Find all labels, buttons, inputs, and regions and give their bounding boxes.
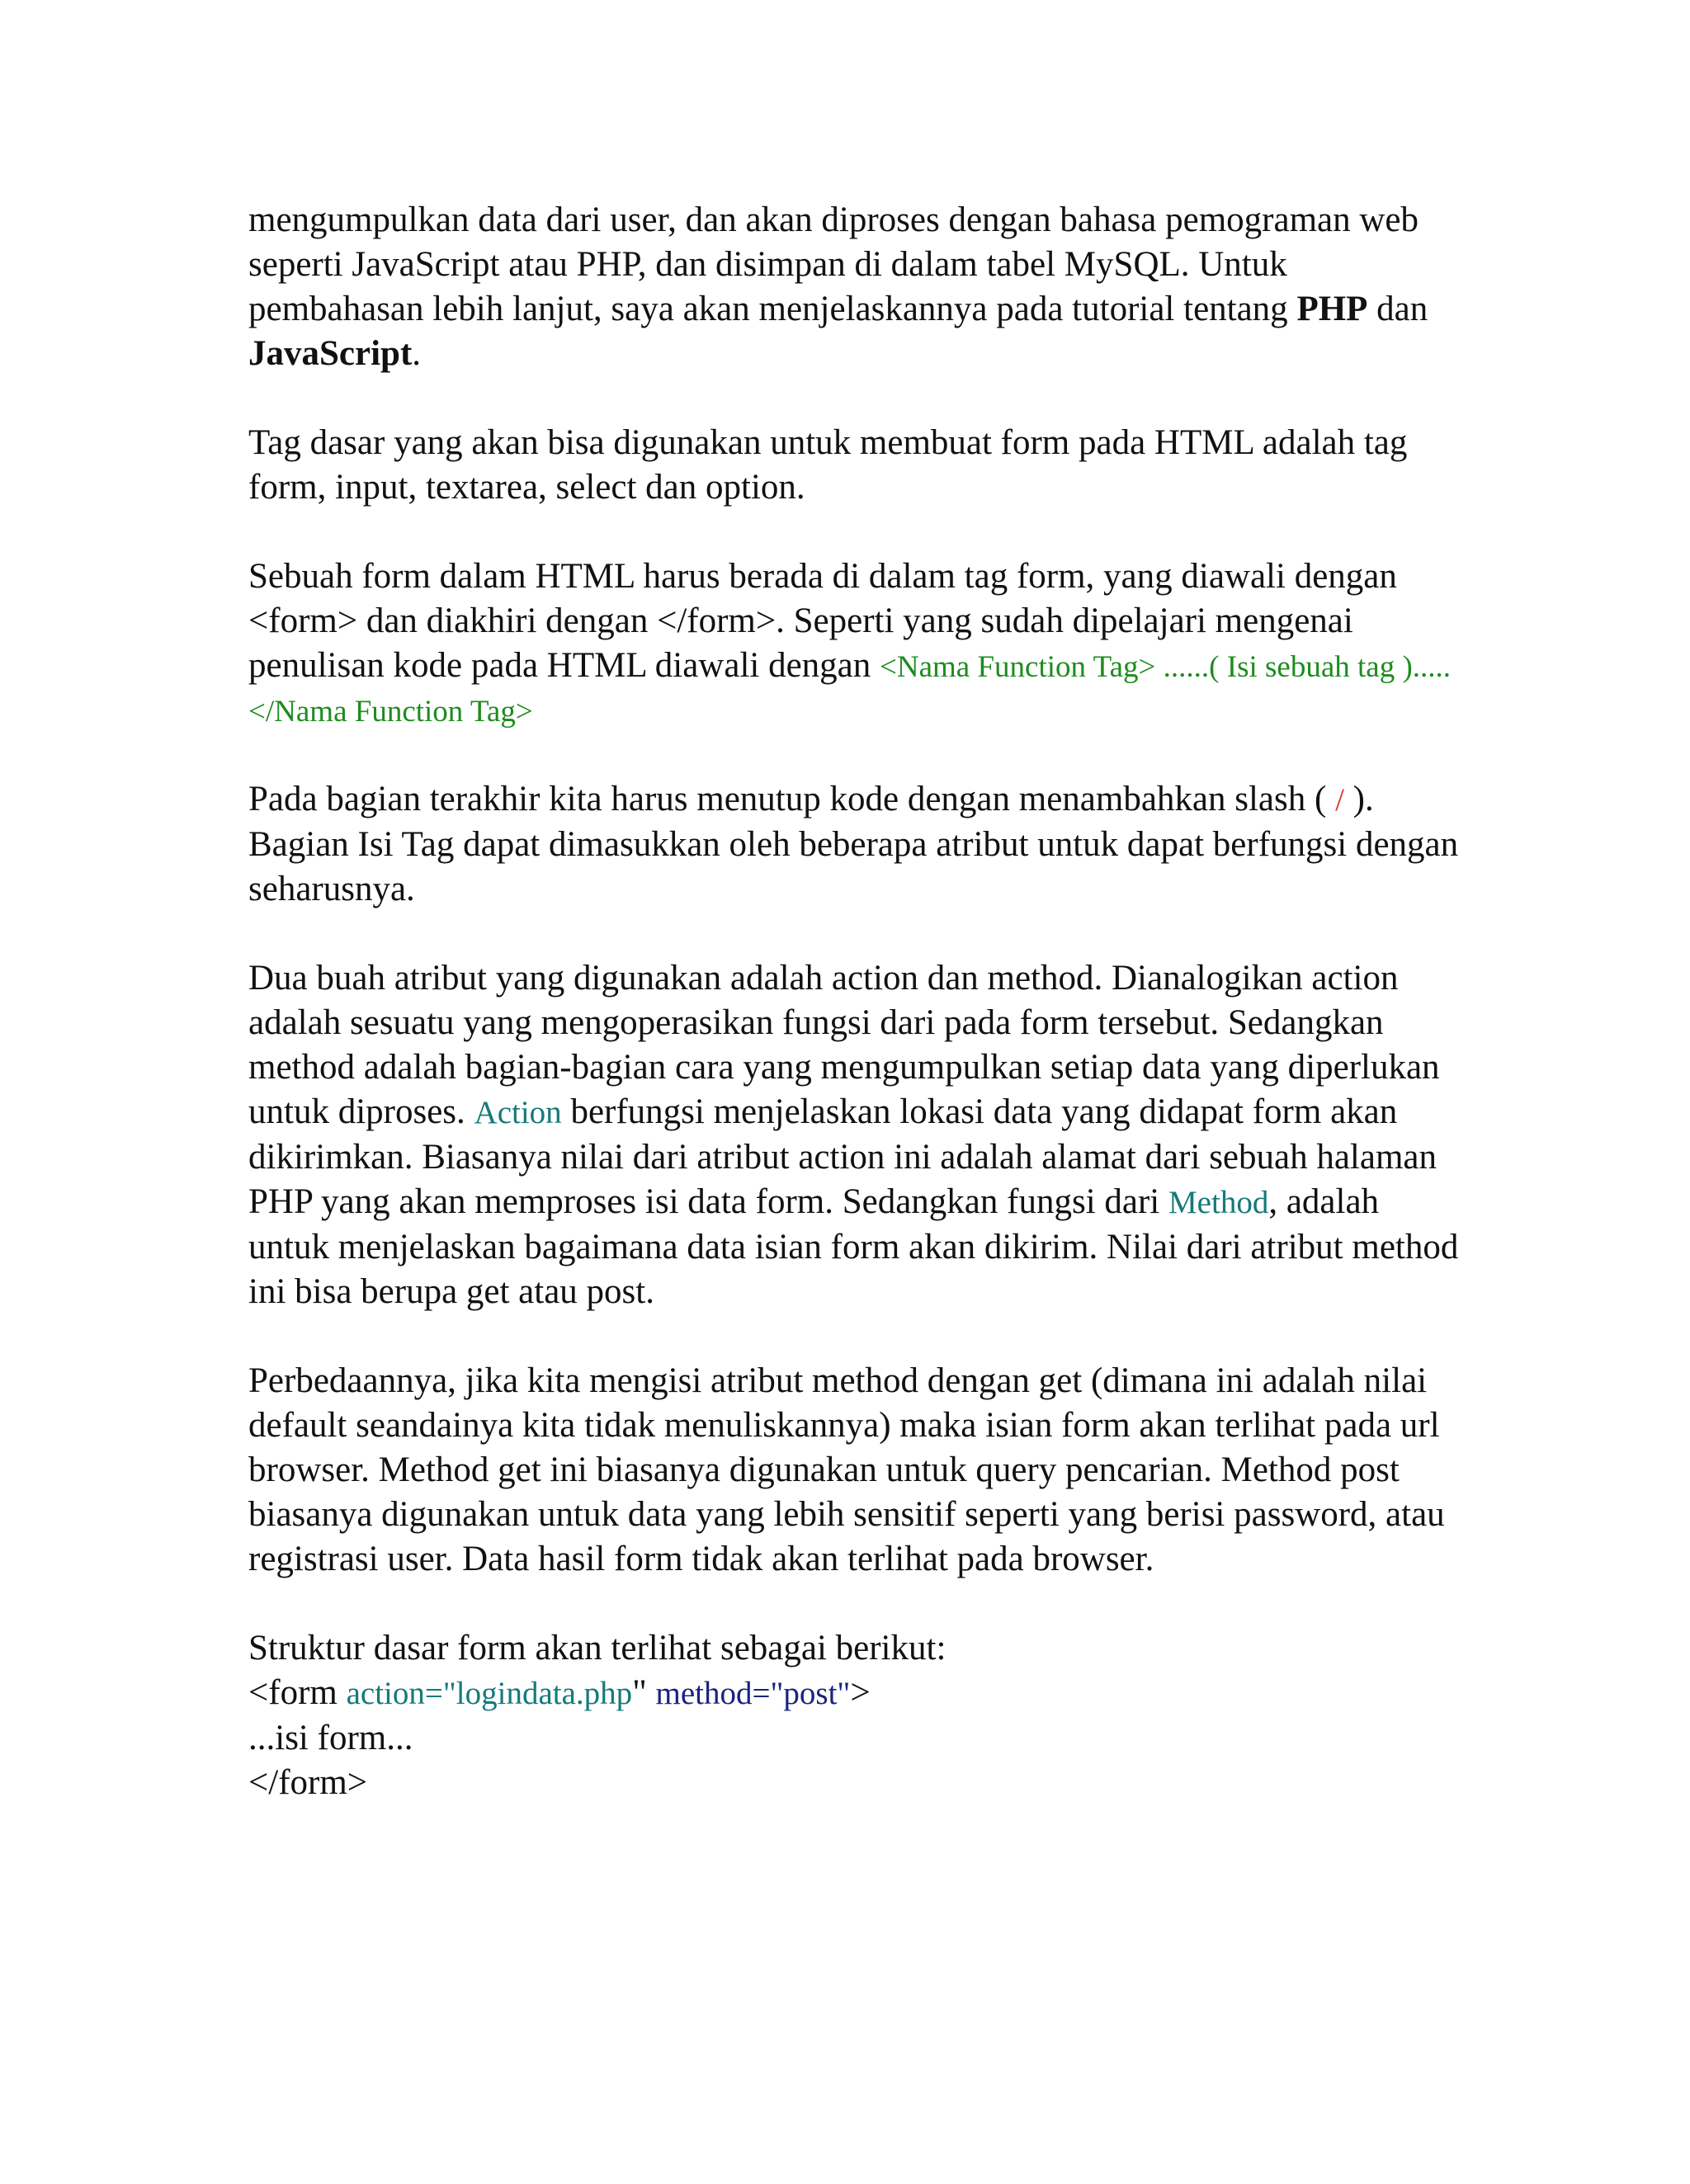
keyword-action: Action xyxy=(474,1095,562,1130)
paragraph-text: Bagian Isi Tag dapat dimasukkan oleh beberapa atribut untuk dapat berfungsi dengan seharusnya. xyxy=(248,825,1459,908)
paragraph-text: Dua buah atribut yang digunakan adalah action dan method. Dianalogikan action adalah sesuatu yang mengoperasikan fungsi dari pada form tersebut. Sedangkan method adalah bagian-bagian cara yang mengumpulkan setiap data yang diperlukan untuk diproses. xyxy=(248,959,1440,1131)
paragraph-text: berfungsi menjelaskan lokasi data yang didapat form akan dikirimkan. Biasanya nilai dari atribut action ini adalah alamat dari sebuah halaman PHP yang akan memproses isi data form. Sedangkan fungsi dari xyxy=(248,1092,1437,1221)
paragraph-form-tag xyxy=(248,554,1461,733)
paragraph-text: ). xyxy=(1343,780,1374,818)
code-line-open xyxy=(248,1671,1461,1716)
paragraph-closing-slash xyxy=(248,777,1461,912)
code-quote: " xyxy=(632,1673,656,1712)
code-open-tag: <form xyxy=(248,1673,347,1712)
paragraph-get-post xyxy=(248,1359,1461,1582)
paragraph-text: Sebuah form dalam HTML harus berada di dalam tag form, yang diawali dengan <form> dan diakhiri dengan </form>. Seperti yang sudah dipelajari mengenai penulisan kode pada HTML diawali dengan xyxy=(248,557,1397,685)
structure-intro: Struktur dasar form akan terlihat sebagai berikut: xyxy=(248,1629,946,1667)
paragraph-text: Pada bagian terakhir kita harus menutup kode dengan menambahkan slash ( xyxy=(248,780,1336,818)
slash-glyph: / xyxy=(1335,782,1344,818)
paragraph-text: , adalah untuk menjelaskan bagaimana data isian form akan dikirim. Nilai dari atribut method ini bisa berupa get atau post. xyxy=(248,1182,1459,1311)
bold-php: PHP xyxy=(1296,290,1368,328)
paragraph-form-structure xyxy=(248,1626,1461,1805)
code-close-bracket: > xyxy=(850,1673,871,1712)
paragraph-attributes xyxy=(248,956,1461,1314)
code-method-attribute: method="post" xyxy=(655,1676,851,1711)
code-snippet-tag-syntax: <Nama Function Tag> ......( Isi sebuah tag )..... </Nama Function Tag> xyxy=(248,650,1452,729)
paragraph-basic-tags xyxy=(248,421,1461,510)
paragraph-text: mengumpulkan data dari user, dan akan diproses dengan bahasa pemograman web seperti JavaScript atau PHP, dan disimpan di dalam tabel MySQL. Untuk pembahasan lebih lanjut, saya akan menjelaskannya pada tutorial tentang xyxy=(248,200,1419,328)
paragraph-intro xyxy=(248,198,1461,376)
paragraph-text: . xyxy=(412,334,422,373)
paragraph-text: Perbedaannya, jika kita mengisi atribut method dengan get (dimana ini adalah nilai default seandainya kita tidak menuliskannya) maka isian form akan terlihat pada url browser. Method get ini biasanya digunakan untuk query pencarian. Method post biasanya digunakan untuk data yang lebih sensitif seperti yang berisi password, atau registrasi user. Data hasil form tidak akan terlihat pada browser. xyxy=(248,1361,1445,1578)
code-line-body: ...isi form... xyxy=(248,1719,413,1757)
code-line-end: </form> xyxy=(248,1763,368,1802)
paragraph-text: dan xyxy=(1367,290,1428,328)
bold-javascript: JavaScript xyxy=(248,334,413,373)
code-action-attribute: action="logindata.php xyxy=(346,1676,633,1711)
document-body xyxy=(248,198,1461,1805)
paragraph-text: Tag dasar yang akan bisa digunakan untuk membuat form pada HTML adalah tag form, input, textarea, select dan option. xyxy=(248,423,1408,507)
keyword-method: Method xyxy=(1168,1185,1269,1220)
